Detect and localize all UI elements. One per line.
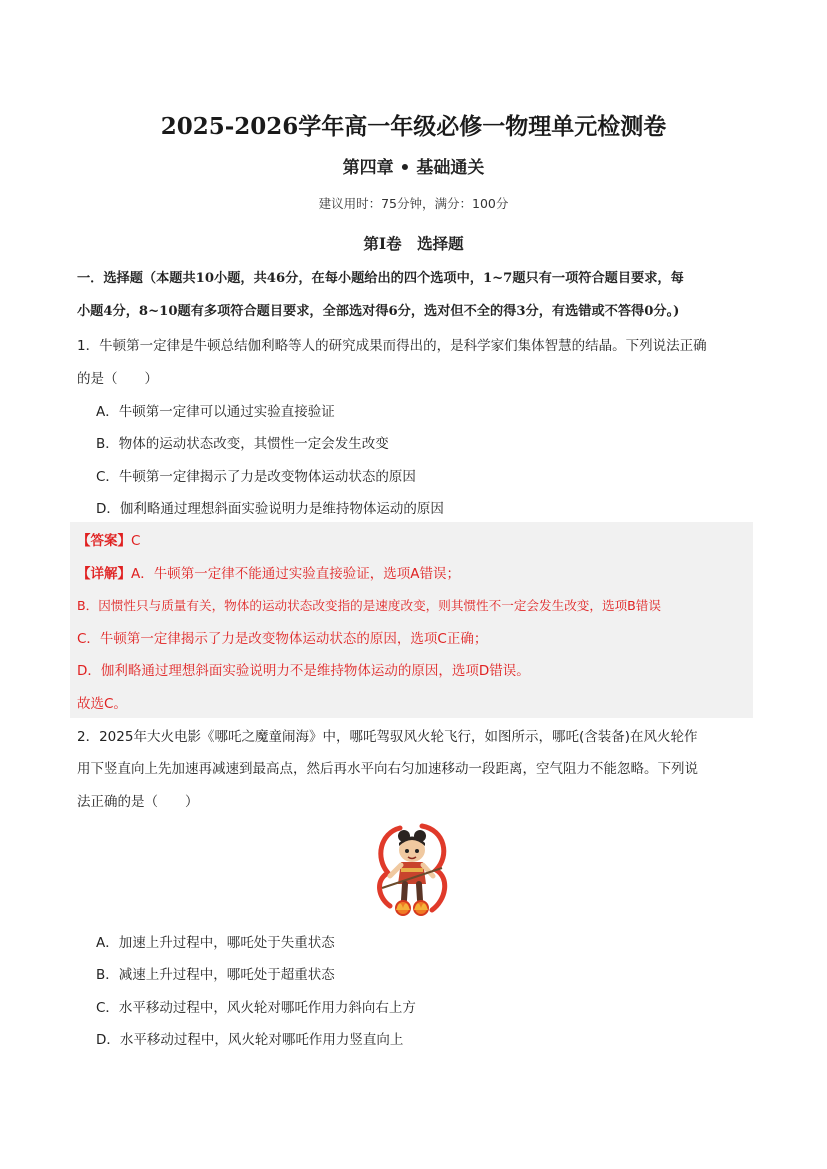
question-1-option-b: B．物体的运动状态改变，其惯性一定会发生改变 [96, 436, 389, 452]
instructions-line-1: 一．选择题（本题共10小题，共46分，在每小题给出的四个选项中，1~7题只有一项符合题目要求，每 [77, 271, 684, 286]
page-title: 2025-2026学年高一年级必修一物理单元检测卷 [160, 113, 667, 140]
detail-a-text: A．牛顿第一定律不能通过实验直接验证，选项A错误； [131, 566, 460, 582]
question-1-option-c: C．牛顿第一定律揭示了力是改变物体运动状态的原因 [96, 469, 416, 485]
detail-line-a [77, 562, 460, 582]
question-2-stem-line-2: 用下竖直向上先加速再减速到最高点，然后再水平向右匀加速移动一段距离，空气阻力不能忽略。下列说 [77, 761, 698, 777]
question-1-stem-line-2: 的是（ ） [77, 371, 158, 387]
detail-line-b: B．因惯性只与质量有关，物体的运动状态改变指的是速度改变，则其惯性不一定会发生改变，选项B错误 [77, 598, 661, 613]
answer-line [77, 529, 140, 549]
answer-value: C [131, 533, 141, 549]
detail-line-d: D．伽利略通过理想斜面实验说明力不是维持物体运动的原因，选项D错误。 [77, 663, 530, 679]
chapter-subtitle: 第四章 • 基础通关 [342, 158, 485, 178]
answer-block [70, 522, 753, 718]
question-1-option-a: A．牛顿第一定律可以通过实验直接验证 [96, 404, 335, 420]
question-2-option-a: A．加速上升过程中，哪吒处于失重状态 [96, 935, 335, 951]
question-2-option-d: D．水平移动过程中，风火轮对哪吒作用力竖直向上 [96, 1032, 404, 1048]
question-2-stem-line-1: 2．2025年大火电影《哪吒之魔童闹海》中，哪吒驾驭风火轮飞行，如图所示，哪吒(含装备)在风火轮作 [77, 729, 698, 745]
conclusion-line: 故选C。 [77, 696, 127, 712]
question-2-option-c: C．水平移动过程中，风火轮对哪吒作用力斜向右上方 [96, 1000, 416, 1016]
nezha-illustration [370, 818, 454, 920]
detail-line-c: C．牛顿第一定律揭示了力是改变物体运动状态的原因，选项C正确； [77, 631, 488, 647]
exam-timing: 建议用时：75分钟，满分：100分 [318, 196, 509, 211]
question-1-stem-line-1: 1．牛顿第一定律是牛顿总结伽利略等人的研究成果而得出的，是科学家们集体智慧的结晶。下列说法正确 [77, 338, 707, 354]
question-1-option-d: D．伽利略通过理想斜面实验说明力是维持物体运动的原因 [96, 501, 444, 517]
question-2-stem-line-3: 法正确的是（ ） [77, 794, 199, 810]
detail-tag: 【详解】 [77, 566, 131, 582]
instructions-line-2: 小题4分，8~10题有多项符合题目要求，全部选对得6分，选对但不全的得3分，有选错或不答得0分。) [77, 304, 680, 319]
answer-tag: 【答案】 [77, 533, 131, 549]
question-2-option-b: B．减速上升过程中，哪吒处于超重状态 [96, 967, 335, 983]
section-heading: 第Ⅰ卷 选择题 [363, 234, 464, 253]
